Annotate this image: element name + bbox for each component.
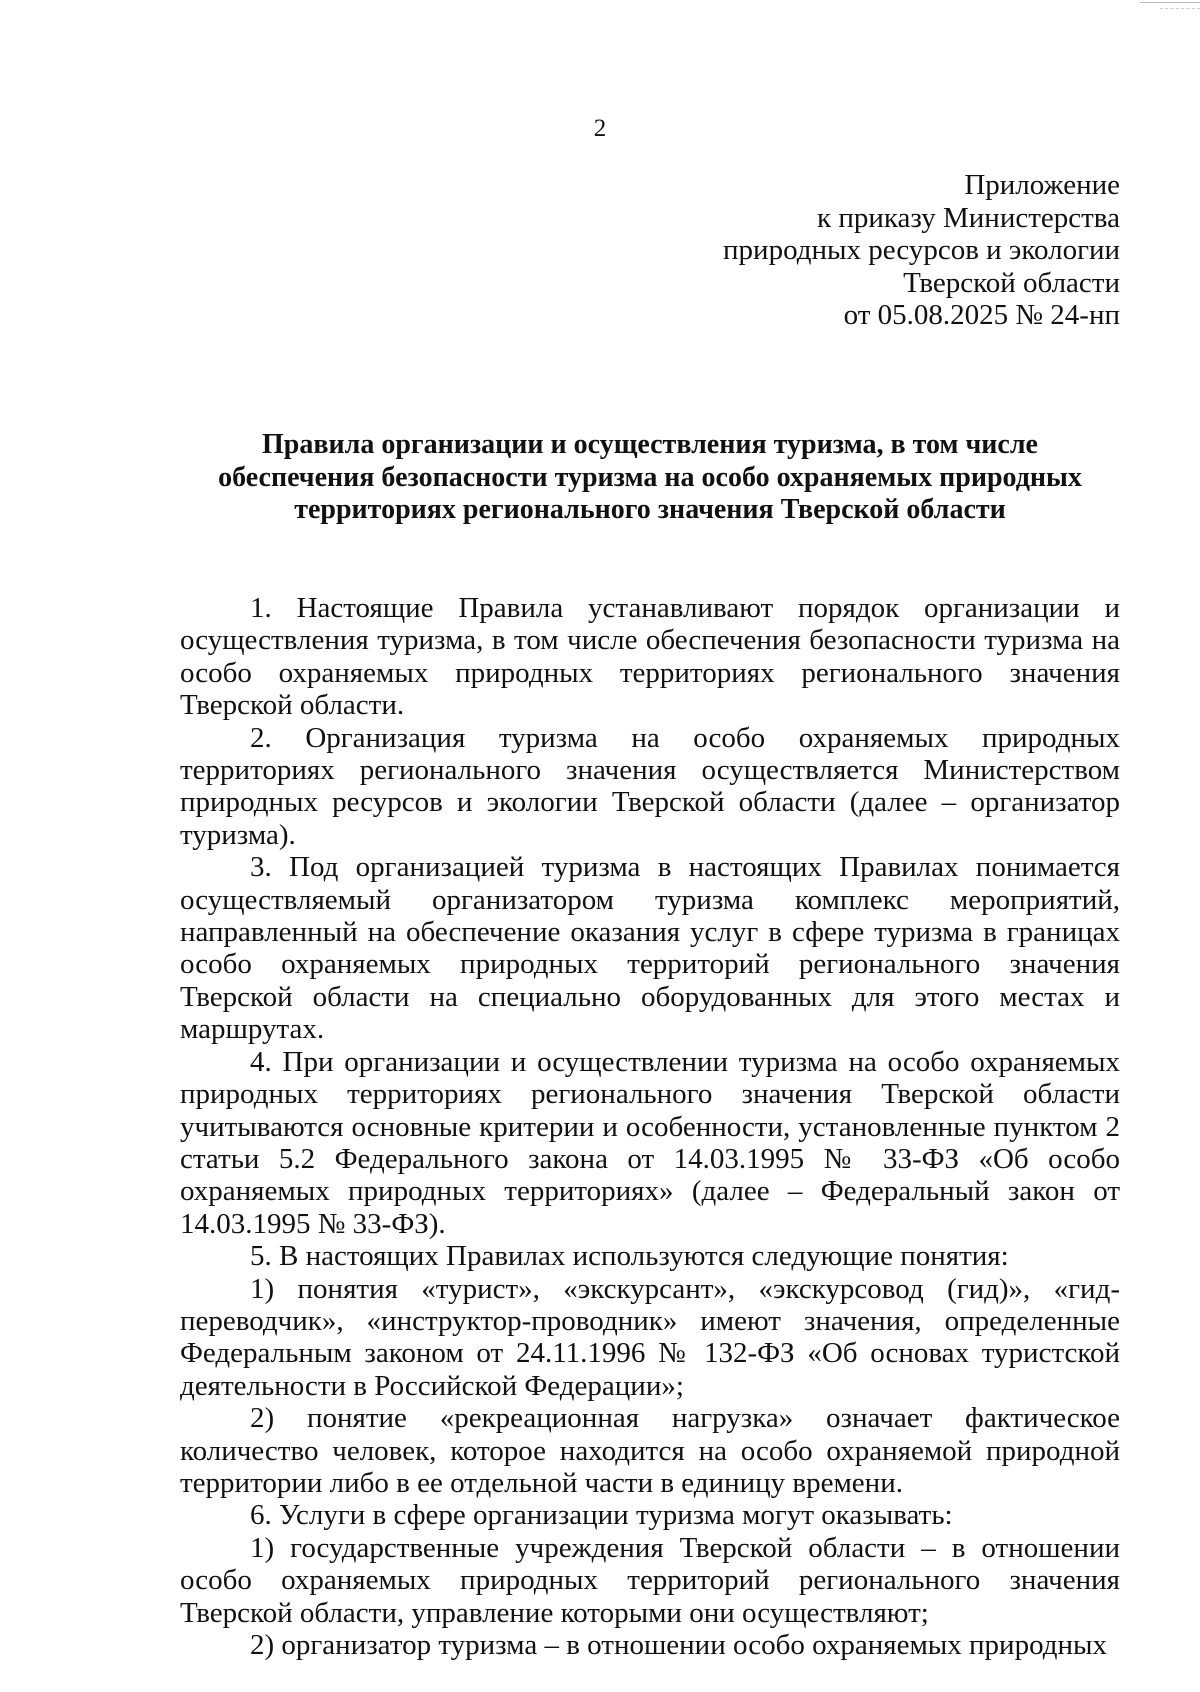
page-number-text: 2 (593, 115, 607, 142)
paragraph: 2) организатор туризма – в отношении особо охраняемых природных (250, 1629, 1108, 1661)
document-title (180, 429, 1120, 527)
paragraph: 3. Под организацией туризма в настоящих Правилах понимается осуществляемый организатором туризма комплекс мероприятий, направленный на обеспечение оказания услуг в сфере туризма в границах особо охраняемых природных территорий регионального значения Тверской области на специально оборудованных для этого местах и маршрутах. (180, 851, 1120, 1046)
paragraph: 1) понятия «турист», «экскурсант», «экскурсовод (гид)», «гид-переводчик», «инструктор-проводник» имеют значения, определенные Федеральным законом от 24.11.1996 № 132-ФЗ «Об основах туристской деятельности в Российской Федерации»; (180, 1272, 1120, 1402)
appendix-line: к приказу Министерства (817, 201, 1120, 234)
paragraph: 2) понятие «рекреационная нагрузка» означает фактическое количество человек, которое находится на особо охраняемой природной территории либо в ее отдельной части в единицу времени. (180, 1402, 1120, 1499)
appendix-line: Тверской области (903, 266, 1120, 299)
title-line: обеспечения безопасности туризма на особо охраняемых природных (218, 461, 1082, 493)
appendix-line: Приложение (964, 169, 1120, 201)
paragraph: 5. В настоящих Правилах используются следующие понятия: (250, 1240, 1009, 1273)
title-line: территориях регионального значения Тверской области (294, 494, 1006, 525)
scan-artifact-line (1140, 2, 1200, 4)
appendix-line: от 05.08.2025 № 24-нп (843, 299, 1120, 331)
title-line: Правила организации и осуществления туризма, в том числе (262, 429, 1038, 460)
appendix-block (723, 169, 1120, 332)
paragraph: 1. Настоящие Правила устанавливают порядок организации и осуществления туризма, в том числе обеспечения безопасности туризма на особо охраняемых природных территориях регионального значения Тверской области. (180, 592, 1120, 722)
page-number (0, 114, 1200, 144)
paragraph: 4. При организации и осуществлении туризма на особо охраняемых природных территориях регионального значения Тверской области учитываются основные критерии и особенности, установленные пунктом 2 статьи 5.2 Федерального закона от 14.03.1995 № 33-ФЗ «Об особо охраняемых природных территориях» (далее – Федеральный закон от 14.03.1995 № 33-ФЗ). (180, 1045, 1120, 1240)
paragraph: 6. Услуги в сфере организации туризма могут оказывать: (250, 1499, 953, 1532)
document-body (180, 592, 1120, 1661)
paragraph: 1) государственные учреждения Тверской области – в отношении особо охраняемых природных территорий регионального значения Тверской области, управление которыми они осуществляют; (180, 1531, 1120, 1629)
paragraph: 2. Организация туризма на особо охраняемых природных территориях регионального значения осуществляется Министерством природных ресурсов и экологии Тверской области (далее – организатор туризма). (180, 721, 1120, 851)
scan-artifact-line (1160, 8, 1200, 10)
appendix-line: природных ресурсов и экологии (723, 234, 1120, 266)
